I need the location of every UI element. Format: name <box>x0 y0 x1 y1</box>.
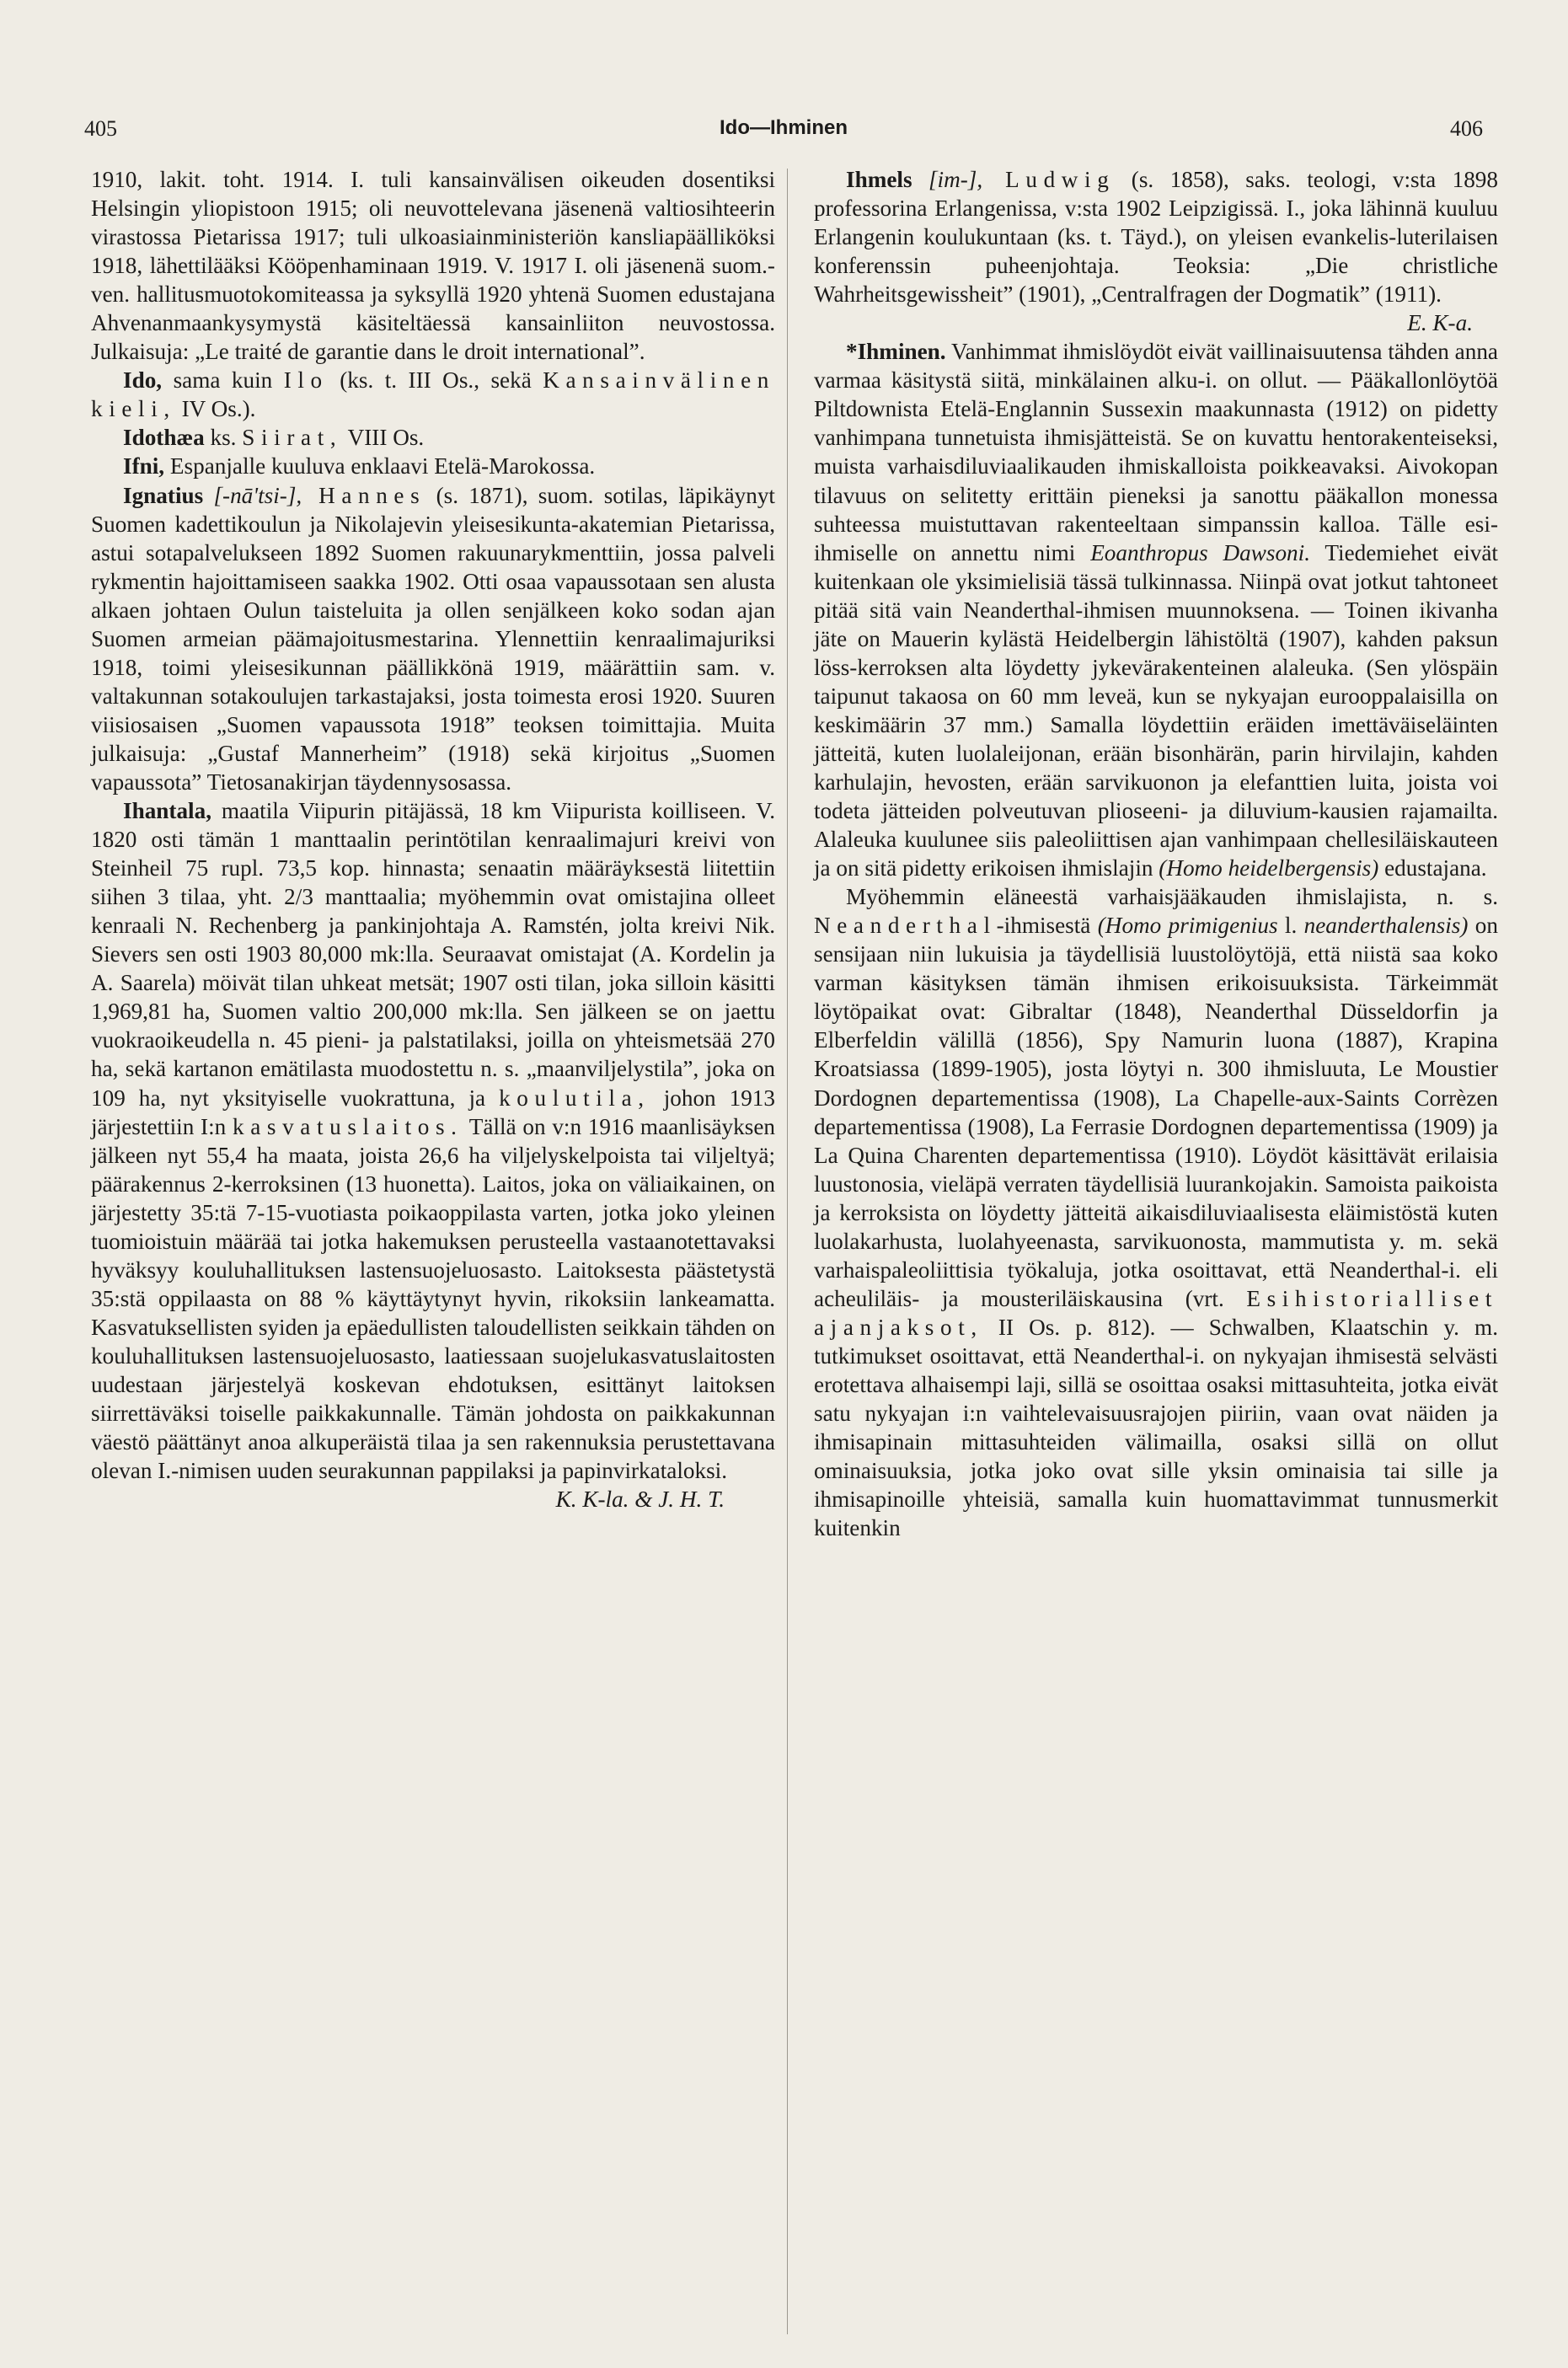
entry-ihminen <box>814 337 1498 882</box>
species-name: (Homo primigenius <box>1097 913 1278 939</box>
spaced-term: kasvatuslaitos. <box>232 1113 463 1139</box>
entry-ifni <box>91 452 775 480</box>
entry-ido <box>91 366 775 423</box>
entry-text: (s. 1871), suom. sotilas, läpikäynyt Suomen kadettikoulun ja Nikolajevin yleisesikunta-akatemian Pietarissa, astui sotapalvelukseen 1892 Suomen rakuunarykmenttiin, jossa palveli rykmentin hajoittamiseen saakka 1902. Otti osaa vapaussotaan sen alusta alkaen johtaen Oulun taisteluita ja ollen senjälkeen koko sodan ajan Suomen armeian päämajoitusmestarina. Ylennettiin kenraalimajuriksi 1918, toimi yleisesikunnan päällikkönä 1919, määrättiin sam. v. valtakunnan sotakoulujen tarkastajaksi, josta toimesta erosi 1920. Suuren viisiosaisen „Suomen vapaussota 1918” teoksen toimittajia. Muita julkaisuja: „Gustaf Mannerheim” (1918) sekä kirjoitus „Suomen vapaussota” Tietosanakirjan täydennysosassa. <box>91 482 775 795</box>
headword: Ihantala, <box>123 798 212 824</box>
entry-text: l. <box>1277 913 1304 939</box>
spaced-term: Neanderthal <box>814 913 997 939</box>
entry-idothea <box>91 423 775 452</box>
page-number-right: 406 <box>1450 116 1483 141</box>
entry-text: -ihmisestä <box>996 913 1098 939</box>
entry-text: Myöhemmin eläneestä varhaisjääkauden ihmislajista, n. s. <box>846 884 1498 910</box>
cross-ref: Ilo <box>283 367 329 394</box>
entry-text: on sensijaan niin lukuisia ja täydellisiä luustolöytöjä, että niistä saa koko varman käsityksen tämän ihmisen erikoisuuksista. Tärkeimmät löytöpaikat ovat: Gibraltar (1848), Neanderthal Düsseldorfin ja Elberfeldin välillä (1856), Spy Namurin luona (1887), Krapina Kroatsiassa (1899-1905), josta löytyi n. 300 ihmisluuta, Le Moustier Dordognen departementissa (1908), La Chapelle-aux-Saints Corrèzen departementissa (1908), La Ferrasie Dordognen departementissa (1909) ja La Quina Charenten departementissa (1910). Löydöt käsittävät erilaisia luustonosia, vieläpä verraten täydellisiä luurankojakin. Samoista paikoista ja kerroksista on löydetty jätteitä aikaisdiluviaalisesta eläimistöstä kuten luolakarhusta, luolahyeenasta, sarvikuonosta, mammutista y. m. sekä varhaispaleoliittisia työkaluja, jotka osoittavat, että Neanderthal-i. eli acheuliläis- ja mousteriläiskausina (vrt. <box>814 913 1498 1311</box>
entry-text: IV Os.). <box>175 396 256 422</box>
entry-text: ks. <box>204 425 243 451</box>
running-head <box>84 116 1483 150</box>
headword: Ihmels <box>846 167 912 192</box>
right-column <box>814 165 1498 1542</box>
column-divider <box>787 169 788 2334</box>
headword: *Ihminen. <box>846 339 946 365</box>
entry-ignatius <box>91 481 775 797</box>
entry-continuation: 1910, lakit. toht. 1914. I. tuli kansainvälisen oikeuden dosentiksi Helsingin yliopistoon 1915; oli neuvottelevana jäsenenä valtiosihteerin virastossa Pietarissa 1917; tuli ulkoasiainministeriön kansliapäälliköksi 1918, lähettilääksi Kööpenhaminaan 1919. V. 1917 I. oli jäsenenä suom.-ven. hallitusmuotokomiteassa ja syksyllä 1920 yhtenä Suomen edustajana Ahvenanmaankysymystä käsiteltäessä kansainliiton neuvostossa. Julkaisuja: „Le traité de garantie dans le droit international”. <box>91 167 775 365</box>
entry-text: maatila Viipurin pitäjässä, 18 km Viipurista koilliseen. V. 1820 osti tämän 1 manttaalin perintötilan kenraalimajuri kreivi von Steinheil 75 rupl. 73,5 kop. hinnasta; senaatin määräyksestä liitettiin siihen 3 tilaa, yht. 2/3 manttaalia; myöhemmin ovat omistajina olleet kenraali N. Rechenberg ja pankinjohtaja A. Ramstén, jolta kreivi Nik. Sievers sen osti 1903 80,000 mk:lla. Seuraavat omistajat (A. Kordelin ja A. Saarela) möivät tilan uhkeat metsät; 1907 osti tilan, joka silloin käsitti 1,969,81 ha, Suomen valtio 200,000 mk:lla. Sen jälkeen se on jaettu vuokraoikeudella n. 45 pieni- ja palstatilaksi, joilla on yhteismetsää 270 ha, sekä kartanon emätilasta muodostettu n. s. „maanviljelystila”, joka on 109 ha, nyt yksityiselle vuokrattuna, ja <box>91 798 775 1111</box>
entry-text: VIII Os. <box>342 425 425 451</box>
entry-text: Vanhimmat ihmislöydöt eivät vaillinaisuutensa tähden anna varmaa käsitystä siitä, minkälainen alku-i. on ollut. — Pääkallonlöytöä Piltdownista Etelä-Englannin Sussexin maakunnasta (1912) on pidetty vanhimpana tunnetuista ihmisjätteistä. Se on kuvattu hentorakenteiseksi, muista varhaisdiluviaalikauden ihmiskalloista poikkeavaksi. Aivokopan tilavuus on selitetty erittäin pieneksi ja sanottu pääkallon monessa suhteessa muistuttavan rakenteeltaan simpanssin kalloa. Tälle esi-ihmiselle on annettu nimi <box>814 339 1498 565</box>
headword: Ifni, <box>123 453 165 479</box>
pronunciation: [im-], <box>912 167 983 192</box>
entry-text: edustajana. <box>1378 855 1487 881</box>
author-signature: K. K-la. & J. H. T. <box>555 1487 725 1513</box>
entry-ihmels <box>814 165 1498 308</box>
person-name: Ludwig <box>982 167 1116 192</box>
species-name: neanderthalensis) <box>1303 913 1469 939</box>
species-name: (Homo heidelbergensis) <box>1159 855 1379 881</box>
entry-text: II Os. p. 812). — Schwalben, Klaatschin y. m. tutkimukset osoittavat, että Neanderthal-i. on nykyajan ihmisestä selvästi erotettava alhaisempi laji, sillä se osoittaa osaksi mittasuhteita, jotka eivät satu nykyajan i:n vaihtelevaisuusrajojen piiriin, vaan ovat näiden ja ihmisapinain mittasuhteiden välimailla, osaksi sillä on ollut ominaisuuksia, jotka joko ovat sille yksin ominaisia tai sille ja ihmisapinoille yhteisiä, samalla kuin huomattavimmat tunnusmerkit kuitenkin <box>814 1314 1498 1541</box>
left-column <box>91 165 775 1513</box>
running-title: Ido—Ihminen <box>720 116 848 139</box>
headword: Idothæa <box>123 425 205 451</box>
entry-text: Tällä on v:n 1916 maanlisäyksen jälkeen nyt 55,4 ha maata, joista 26,6 ha viljelyskelpoista tai viljeltyä; päärakennus 2-kerroksinen (13 huonetta). Laitos, joka on väliaikainen, on järjestetty 35:tä 7-15-vuotiasta poikaoppilasta varten, jotka joko yleinen tuomioistuin määrää tai jotka hakemuksen perusteella vastaanotettavaksi hyväksyy kouluhallituksen lastensuojeluosasto. Laitoksesta päästetystä 35:stä oppilaasta on 88 % käyttäytynyt hyvin, rikoksiin lankeamatta. Kasvatuksellisten syiden ja epäedullisten taloudellisten seikkain tähden on kouluhallituksen lastensuojeluosasto, laatiessaan suojelukasvatuslaitosten uudestaan järjestelyä koskevan ehdotuksen, esittänyt laitoksen siirrettäväksi toiselle paikkakunnalle. Tämän johdosta on paikkakunnan väestö päättänyt anoa alkuperäistä tilaa ja sen rakennuksia perustettavana olevan I.-nimisen uuden seurakunnan pappilaksi ja papinvirkataloksi. <box>91 1113 775 1484</box>
entry-text: sama kuin <box>162 367 284 394</box>
headword: Ignatius <box>123 482 204 508</box>
entry-text: (ks. t. III Os., sekä <box>328 367 543 394</box>
spaced-term: koulutila, <box>499 1085 650 1111</box>
cross-ref: Esihistorialliset ajanjaksot, <box>814 1285 1498 1340</box>
page-number-left: 405 <box>84 116 117 141</box>
cross-ref: Kansainvälinen kieli, <box>91 367 775 422</box>
entry-text: Espanjalle kuuluva enklaavi Etelä-Marokossa. <box>164 453 596 479</box>
entry-text: johon 1913 järjestettiin I:n <box>91 1085 775 1139</box>
entry-ihminen-continued <box>814 882 1498 1542</box>
author-signature: E. K-a. <box>1407 310 1473 336</box>
entry-text: Tiedemiehet eivät kuitenkaan ole yksimielisiä tässä tulkinnassa. Niinpä ovat jotkut tahtoneet pitää sitä vain Neanderthal-ihmisen muunnoksena. — Toinen ikivanha jäte on Mauerin kylästä Heidelbergin lähistöltä (1907), kahden paksun löss-kerroksen alta löydetty jykevärakenteinen alaleuka. (Sen ylöspäin taipunut takaosa on 60 mm leveä, kun se nykyajan eurooppalaisilla on keskimäärin 37 mm.) Samalla löydettiin eräiden imettäväiseläinten jätteitä, kuten luolaleijonan, erään bisonhärän, parin hirvilajin, kahden karhulajin, hevosten, erään sarvikuonon ja elefanttien luita, joista voi todeta jätteiden polveutuvan plioseeni- ja diluvium-kausien rajamailta. Alaleuka kuulunee siis paleoliittisen ajan vanhimpaan chellesiläiskauteen ja on sitä pidetty erikoisen ihmislajin <box>814 539 1498 881</box>
headword: Ido, <box>123 367 163 394</box>
entry-ihantala <box>91 796 775 1485</box>
species-name: Eoanthropus Dawsoni. <box>1090 539 1310 565</box>
entry-text: (s. 1858), saks. teologi, v:sta 1898 professorina Erlangenissa, v:sta 1902 Leipzigissä. I., joka lähinnä kuuluu Erlangenin koulukuntaan (ks. t. Täyd.), on yleisen evankelis-luterilaisen konferenssin puheenjohtaja. Teoksia: „Die christliche Wahrheitsgewissheit” (1901), „Centralfragen der Dogmatik” (1911). <box>814 167 1498 308</box>
cross-ref: Siirat, <box>242 425 343 451</box>
pronunciation: [-nā'tsi-], <box>203 482 302 508</box>
person-name: Hannes <box>302 482 426 508</box>
